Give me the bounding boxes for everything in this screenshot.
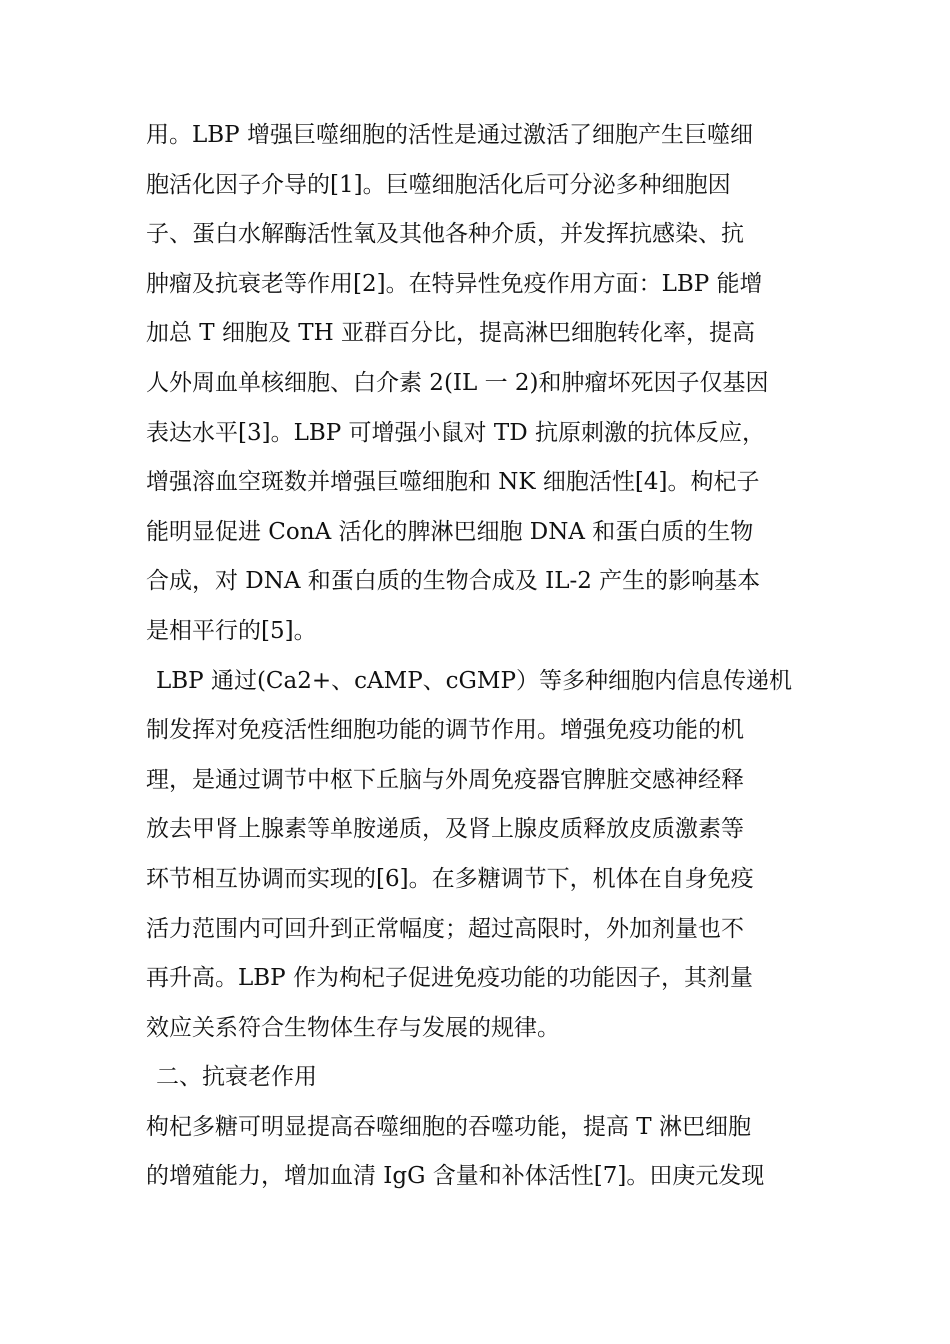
text-line: 制发挥对免疫活性细胞功能的调节作用。增强免疫功能的机	[146, 717, 744, 744]
text-line: 合成，对 DNA 和蛋白质的生物合成及 IL-2 产生的影响基本	[146, 568, 761, 595]
text-line: 胞活化因子介导的[1]。巨噬细胞活化后可分泌多种细胞因	[146, 171, 731, 198]
text-line: 肿瘤及抗衰老等作用[2]。在特异性免疫作用方面：LBP 能增	[146, 270, 763, 297]
text-line: 增强溶血空斑数并增强巨噬细胞和 NK 细胞活性[4]。枸杞子	[146, 469, 760, 496]
text-line: 能明显促进 ConA 活化的脾淋巴细胞 DNA 和蛋白质的生物	[146, 518, 754, 545]
text-line: 二、抗衰老作用	[156, 1064, 317, 1091]
text-line: 是相平行的[5]。	[146, 617, 317, 644]
text-line: 的增殖能力，增加血清 IgG 含量和补体活性[7]。田庚元发现	[146, 1163, 765, 1190]
text-line: 效应关系符合生物体生存与发展的规律。	[146, 1014, 560, 1041]
text-line: 子、蛋白水解酶活性氧及其他各种介质，并发挥抗感染、抗	[146, 221, 744, 248]
text-line: 放去甲肾上腺素等单胺递质，及肾上腺皮质释放皮质激素等	[146, 816, 744, 843]
text-line: 再升高。LBP 作为枸杞子促进免疫功能的功能因子，其剂量	[146, 965, 753, 992]
text-line: 枸杞多糖可明显提高吞噬细胞的吞噬功能，提高 T 淋巴细胞	[146, 1113, 751, 1140]
text-line: 人外周血单核细胞、白介素 2(IL 一 2)和肿瘤坏死因子仅基因	[146, 369, 769, 396]
text-line: 用。LBP 增强巨噬细胞的活性是通过激活了细胞产生巨噬细	[146, 122, 753, 148]
text-line: 理，是通过调节中枢下丘脑与外周免疫器官脾脏交感神经释	[146, 766, 744, 793]
text-line: 活力范围内可回升到正常幅度；超过高限时，外加剂量也不	[146, 915, 744, 942]
text-line: 加总 T 细胞及 TH 亚群百分比，提高淋巴细胞转化率，提高	[146, 320, 755, 347]
text-line: LBP 通过(Ca2+、cAMP、cGMP）等多种细胞内信息传递机	[156, 667, 792, 694]
text-line: 表达水平[3]。LBP 可增强小鼠对 TD 抗原刺激的抗体反应，	[146, 419, 765, 446]
text-line: 环节相互协调而实现的[6]。在多糖调节下，机体在自身免疫	[146, 865, 754, 892]
body-text	[146, 111, 846, 1202]
